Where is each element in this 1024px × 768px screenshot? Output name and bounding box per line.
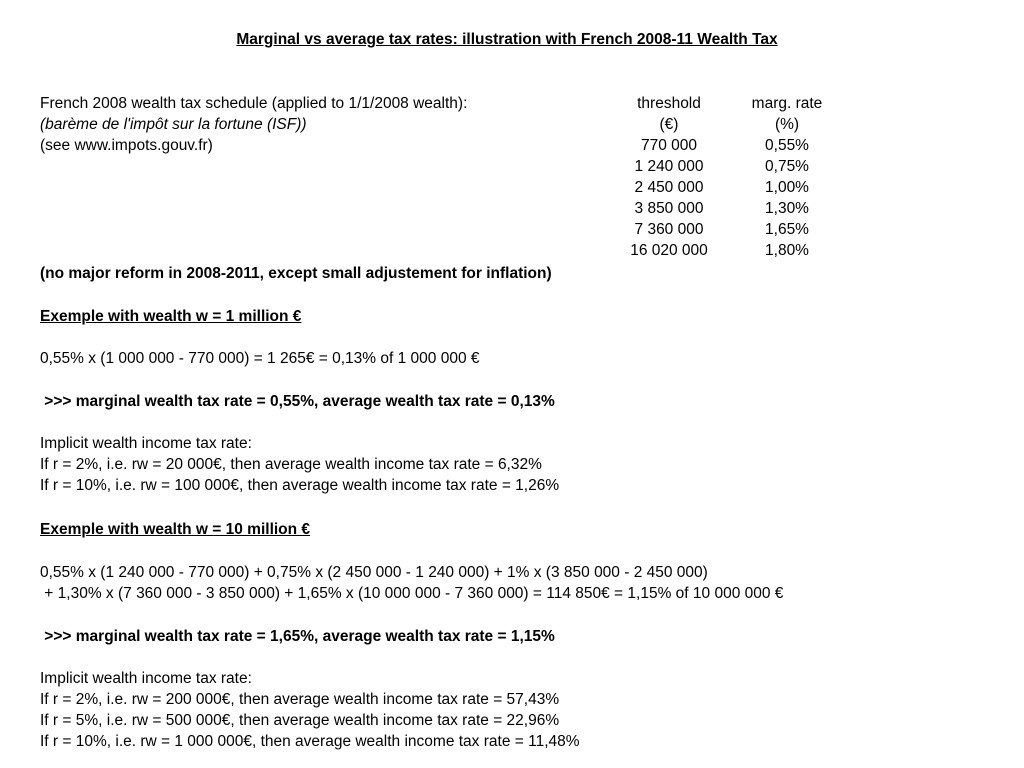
example2-heading: Exemple with wealth w = 10 million € [40, 521, 311, 538]
example2-result: >>> marginal wealth tax rate = 1,65%, average wealth tax rate = 1,15% [40, 628, 555, 645]
example1-implicit-line: If r = 2%, i.e. rw = 20 000€, then average wealth income tax rate = 6,32% [40, 456, 542, 473]
example1-result: >>> marginal wealth tax rate = 0,55%, average wealth tax rate = 0,13% [40, 393, 555, 410]
table-cell-threshold: 1 240 000 [634, 158, 704, 175]
table-cell-rate: 1,65% [765, 221, 809, 238]
reform-note: (no major reform in 2008-2011, except small adjustement for inflation) [40, 265, 552, 282]
table-cell-rate: 1,00% [765, 179, 809, 196]
example2-implicit-line: If r = 10%, i.e. rw = 1 000 000€, then average wealth income tax rate = 11,48% [40, 733, 580, 750]
example1-implicit-line: If r = 10%, i.e. rw = 100 000€, then average wealth income tax rate = 1,26% [40, 477, 560, 494]
schedule-source: (see www.impots.gouv.fr) [40, 137, 213, 154]
example2-implicit-line: If r = 2%, i.e. rw = 200 000€, then average wealth income tax rate = 57,43% [40, 691, 560, 708]
table-cell-threshold: 7 360 000 [634, 221, 704, 238]
schedule-french-name: (barème de l'impôt sur la fortune (ISF)) [40, 116, 307, 133]
table-cell-rate: 0,55% [765, 137, 809, 154]
rate-unit: (%) [774, 116, 800, 133]
table-cell-threshold: 16 020 000 [630, 242, 708, 259]
table-cell-threshold: 770 000 [640, 137, 698, 154]
table-cell-rate: 1,30% [765, 200, 809, 217]
table-cell-rate: 0,75% [765, 158, 809, 175]
page-title: Marginal vs average tax rates: illustration with French 2008-11 Wealth Tax [236, 31, 778, 48]
example1-heading: Exemple with wealth w = 1 million € [40, 308, 302, 325]
table-cell-threshold: 2 450 000 [634, 179, 704, 196]
example2-implicit-title: Implicit wealth income tax rate: [40, 670, 252, 687]
example2-implicit-line: If r = 5%, i.e. rw = 500 000€, then average wealth income tax rate = 22,96% [40, 712, 560, 729]
threshold-unit: (€) [659, 116, 679, 133]
example2-calculation-line2: + 1,30% x (7 360 000 - 3 850 000) + 1,65% x (10 000 000 - 7 360 000) = 114 850€ = 1,15% of 10 000 000 € [40, 585, 784, 602]
example1-calculation: 0,55% x (1 000 000 - 770 000) = 1 265€ = 0,13% of 1 000 000 € [40, 350, 480, 367]
schedule-intro: French 2008 wealth tax schedule (applied to 1/1/2008 wealth): [40, 95, 468, 112]
example2-calculation-line1: 0,55% x (1 240 000 - 770 000) + 0,75% x (2 450 000 - 1 240 000) + 1% x (3 850 000 - 2 450 000) [40, 564, 708, 581]
example1-implicit-title: Implicit wealth income tax rate: [40, 435, 252, 452]
table-cell-threshold: 3 850 000 [634, 200, 704, 217]
table-cell-rate: 1,80% [765, 242, 809, 259]
threshold-header: threshold [637, 95, 701, 112]
rate-header: marg. rate [751, 95, 823, 112]
